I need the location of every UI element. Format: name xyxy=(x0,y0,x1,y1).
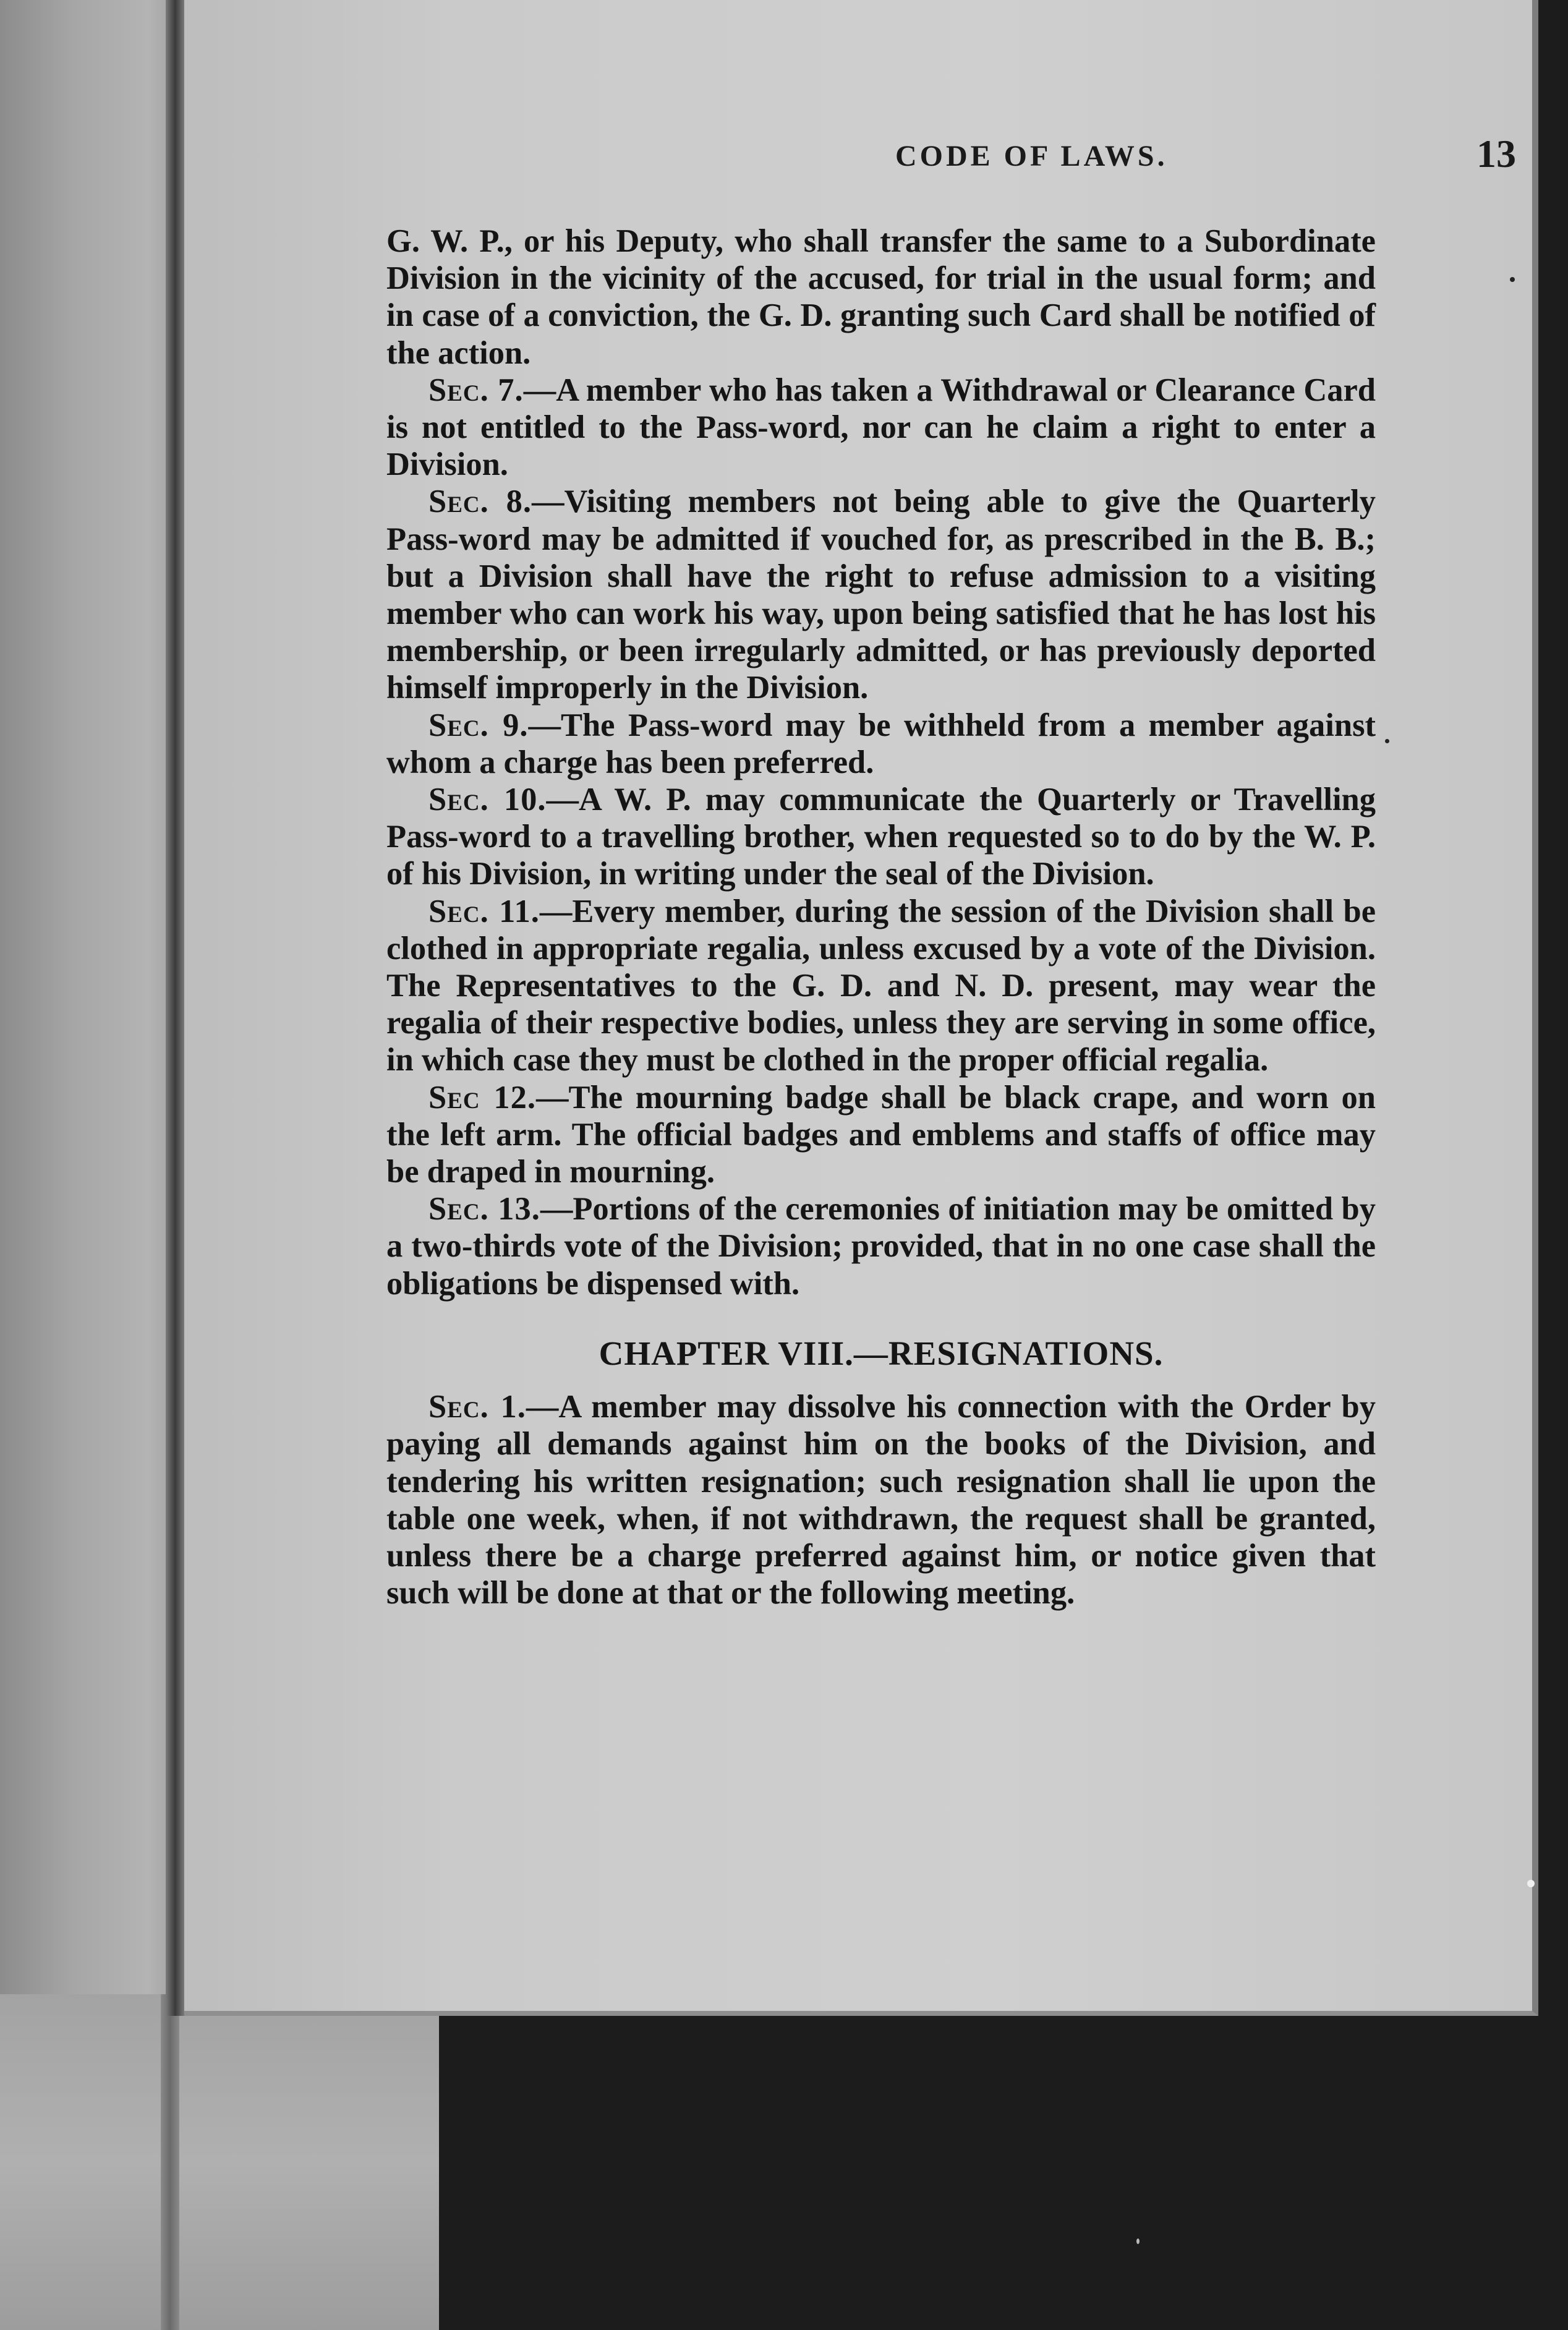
section-13 xyxy=(386,1190,1376,1302)
section-label: Sec 12. xyxy=(428,1079,536,1116)
scan-speck xyxy=(1385,739,1389,743)
page-body xyxy=(386,223,1376,1611)
scan-speck xyxy=(1527,1880,1535,1887)
chapter-heading: CHAPTER VIII.—RESIGNATIONS. xyxy=(599,1334,1164,1372)
section-12 xyxy=(386,1079,1376,1191)
paragraph-text: —A member may dissolve his connection with the Order by paying all demands against him on the books of the Division, and tendering his written resignation; such resignation shall lie upon the table one week, when, if not withdrawn, the request shall be granted, unless there be a charge preferred against him, or notice given that such will be done at that or the following meeting. xyxy=(386,1389,1376,1611)
page-number: 13 xyxy=(1476,132,1516,176)
binding-gutter xyxy=(166,0,187,2016)
paragraph-continued xyxy=(386,223,1376,372)
paragraph-text: —Every member, during the session of the Division shall be clothed in appropriate regalia, unless excused by a vote of the Division. The Representatives to the G. D. and N. D. present, may wear the regalia of their respective bodies, unless they are serving in some office, in which case they must be clothed in the proper official regalia. xyxy=(386,893,1376,1078)
section-label: Sec. 7. xyxy=(428,372,524,408)
section-label: Sec. 1. xyxy=(428,1389,526,1425)
section-7 xyxy=(386,372,1376,484)
paragraph-text: —A W. P. may communicate the Quarterly or Travelling Pass-word to a travelling brother, when requested so to do by the W. P. of his Division, in writing under the seal of the Division. xyxy=(386,782,1376,892)
running-head: CODE OF LAWS. xyxy=(895,140,1168,173)
binding-shadow-lower xyxy=(161,1994,179,2330)
section-9 xyxy=(386,707,1376,781)
paragraph-text: —Visiting members not being able to give the Quarterly Pass-word may be admitted if vouched for, as prescribed in the B. B.; but a Division shall have the right to refuse admission to a visiting member who can work his way, upon being satisfied that he has lost his membership, or been irregularly admitted, or has previously deported himself improperly in the Division. xyxy=(386,484,1376,706)
section-label: Sec. 8. xyxy=(428,484,532,520)
chapter-section-1 xyxy=(386,1388,1376,1611)
paragraph-text: —The mourning badge shall be black crape, and worn on the left arm. The official badges and emblems and staffs of office may be draped in mourning. xyxy=(386,1079,1376,1190)
section-label: Sec. 11. xyxy=(428,893,540,929)
scan-speck xyxy=(1136,2238,1140,2244)
paragraph-text: —The Pass-word may be withheld from a member against whom a charge has been preferred. xyxy=(386,707,1376,780)
section-10 xyxy=(386,781,1376,893)
section-11 xyxy=(386,893,1376,1079)
section-label: Sec. 10. xyxy=(428,782,547,818)
scan-speck xyxy=(1510,277,1515,282)
section-label: Sec. 9. xyxy=(428,707,529,743)
paragraph-text: —Portions of the ceremonies of initiation may be omitted by a two-thirds vote of the Division; provided, that in no one case shall the obligations be dispensed with. xyxy=(386,1191,1376,1302)
section-label: Sec. 13. xyxy=(428,1191,540,1227)
lower-page-stack xyxy=(0,1994,439,2330)
paragraph-text: —A member who has taken a Withdrawal or Clearance Card is not entitled to the Pass-word, nor can he claim a right to enter a Division. xyxy=(386,372,1376,483)
facing-page-edge xyxy=(0,0,185,2330)
section-8 xyxy=(386,483,1376,706)
paragraph-text: G. W. P., or his Deputy, who shall transfer the same to a Subordinate Division in the vicinity of the accused, for trial in the usual form; and in case of a conviction, the G. D. granting such Card shall be notified of the action. xyxy=(386,223,1376,371)
